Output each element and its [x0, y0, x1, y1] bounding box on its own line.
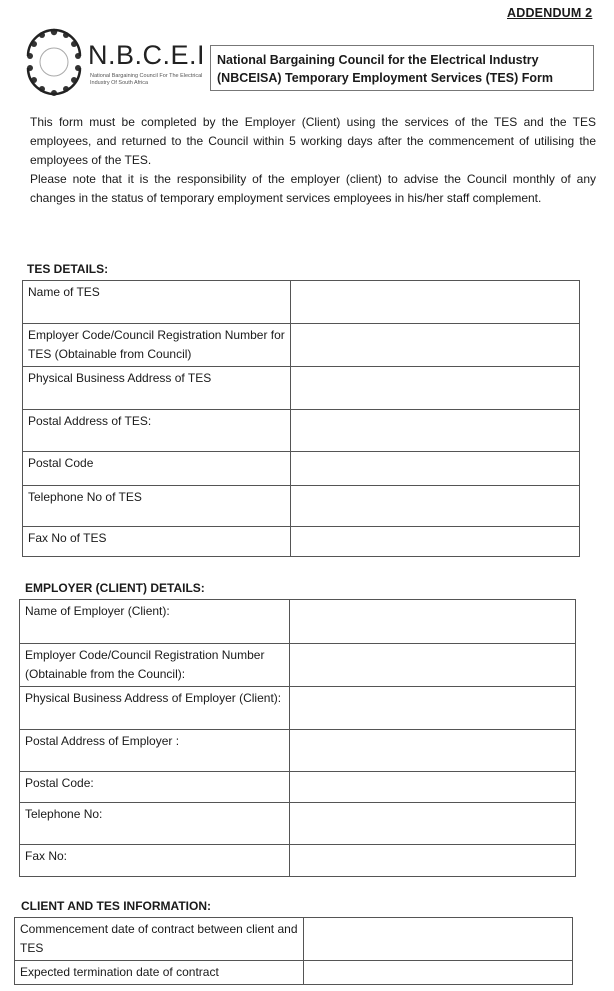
employer-details-table: [19, 599, 576, 877]
table-row: [23, 324, 580, 367]
intro-paragraph-1: This form must be completed by the Employer (Client) using the services of the TES and the TES employees, and returned to the Council within 5 working days after the commencement of utilising the employees of the TES.: [30, 115, 596, 167]
employer-fax-field[interactable]: [289, 845, 575, 877]
client-tes-info-table: [14, 917, 573, 985]
addendum-label: ADDENDUM 2: [507, 6, 593, 20]
intro-paragraph-2: Please note that it is the responsibility of the employer (client) to advise the Council monthly of any changes in the status of temporary employment services employees in his/her staff complement.: [30, 172, 596, 205]
table-row: [20, 772, 576, 803]
employer-code-field[interactable]: [289, 644, 575, 687]
termination-date-field[interactable]: [303, 961, 572, 985]
employer-physical-address-label: Physical Business Address of Employer (Client):: [20, 687, 290, 730]
table-row: [23, 410, 580, 452]
tes-postal-code-field[interactable]: [290, 452, 579, 486]
table-row: [20, 687, 576, 730]
table-row: [23, 527, 580, 557]
tes-postal-address-label: Postal Address of TES:: [23, 410, 291, 452]
employer-telephone-label: Telephone No:: [20, 803, 290, 845]
employer-details-heading: EMPLOYER (CLIENT) DETAILS:: [25, 581, 205, 595]
employer-physical-address-field[interactable]: [289, 687, 575, 730]
form-title-box: [210, 45, 594, 91]
employer-name-field[interactable]: [289, 600, 575, 644]
employer-name-label: Name of Employer (Client):: [20, 600, 290, 644]
tes-employer-code-field[interactable]: [290, 324, 579, 367]
employer-postal-address-label: Postal Address of Employer :: [20, 730, 290, 772]
logo-ring-icon: [22, 26, 86, 106]
table-row: [15, 961, 573, 985]
table-row: [23, 452, 580, 486]
tes-fax-field[interactable]: [290, 527, 579, 557]
table-row: [23, 281, 580, 324]
tes-employer-code-label: Employer Code/Council Registration Number for TES (Obtainable from Council): [23, 324, 291, 367]
employer-postal-code-field[interactable]: [289, 772, 575, 803]
employer-code-label: Employer Code/Council Registration Number (Obtainable from the Council):: [20, 644, 290, 687]
tes-telephone-label: Telephone No of TES: [23, 486, 291, 527]
tes-fax-label: Fax No of TES: [23, 527, 291, 557]
employer-fax-label: Fax No:: [20, 845, 290, 877]
tes-physical-address-field[interactable]: [290, 367, 579, 410]
tes-details-heading: TES DETAILS:: [27, 262, 109, 276]
commencement-date-field[interactable]: [303, 918, 572, 961]
table-row: [20, 845, 576, 877]
employer-postal-address-field[interactable]: [289, 730, 575, 772]
table-row: [20, 803, 576, 845]
tes-telephone-field[interactable]: [290, 486, 579, 527]
termination-date-label: Expected termination date of contract: [15, 961, 304, 985]
table-row: [20, 644, 576, 687]
table-row: [20, 730, 576, 772]
intro-text: [30, 113, 596, 208]
tes-postal-address-field[interactable]: [290, 410, 579, 452]
logo-text: N.B.C.E.I: [88, 40, 206, 70]
nbcei-logo: [22, 26, 206, 106]
table-row: [23, 486, 580, 527]
tes-name-field[interactable]: [290, 281, 579, 324]
tes-name-label: Name of TES: [23, 281, 291, 324]
form-title-line-1: National Bargaining Council for the Electrical Industry: [217, 53, 539, 67]
tes-physical-address-label: Physical Business Address of TES: [23, 367, 291, 410]
tes-details-table: [22, 280, 580, 557]
table-row: [23, 367, 580, 410]
table-row: [15, 918, 573, 961]
table-row: [20, 600, 576, 644]
employer-telephone-field[interactable]: [289, 803, 575, 845]
client-tes-info-heading: CLIENT AND TES INFORMATION:: [21, 899, 211, 913]
tes-postal-code-label: Postal Code: [23, 452, 291, 486]
commencement-date-label: Commencement date of contract between client and TES: [15, 918, 304, 961]
logo-subtitle: National Bargaining Council For The Electrical Industry Of South Africa: [90, 73, 203, 86]
employer-postal-code-label: Postal Code:: [20, 772, 290, 803]
form-title-line-2: (NBCEISA) Temporary Employment Services (TES) Form: [217, 71, 553, 85]
